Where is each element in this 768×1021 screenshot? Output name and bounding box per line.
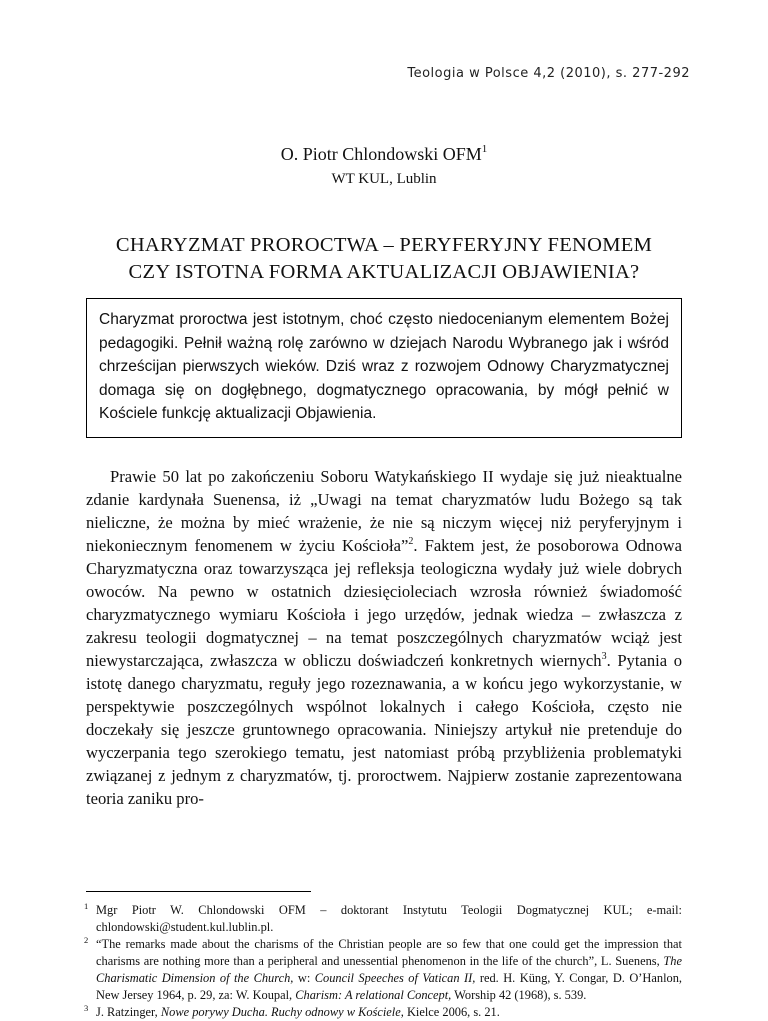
footnote-2: 2 “The remarks made about the charisms of the Christian people are so few that one could get the impression that charisms are nothing more than a peripheral and unessential phenomenon in the life of the church”, L. Suenens, The Charismatic Dimension of the Church, w: Council Speeches of Vatican II, red. H. Küng, Y. Congar, D. O’Hanlon, New Jersey 1964, p. 29, za: W. Koupal, Charism: A relational Concept, Worship 42 (1968), s. 539. [84, 935, 682, 1002]
title-line-1: CHARYZMAT PROROCTWA – PERYFERYJNY FENOMEM [115, 234, 653, 256]
article-title [0, 232, 768, 286]
running-head: Teologia w Polsce 4,2 (2010), s. 277-292 [407, 66, 690, 81]
abstract-box [86, 298, 682, 438]
footnote-3: 3 J. Ratzinger, Nowe porywy Ducha. Ruchy odnowy w Kościele, Kielce 2006, s. 21. [84, 1003, 500, 1019]
author-affiliation: WT KUL, Lublin [331, 171, 437, 187]
footnote-divider [86, 891, 311, 892]
footnote-ref-1[interactable]: 1 [481, 143, 488, 155]
footnote-ref-3[interactable]: 3 [601, 651, 607, 662]
footnote-ref-2[interactable]: 2 [408, 536, 414, 547]
footnotes [86, 902, 682, 1021]
abstract-text: Charyzmat proroctwa jest istotnym, choć często niedocenianym elementem Bożej pedagogiki. Pełnił ważną rolę zarówno w dziejach Narodu Wybranego jak i wśród chrześcijan pierwszych wieków. Dziś wraz z rozwojem Odnowy Charyzmatycznej domaga się on dogłębnego, dogmatycznego opracowania, by mógł pełnić w Kościele funkcję aktualizacji Objawienia. [99, 311, 669, 422]
author-name: O. Piotr Chlondowski OFM$^1$ [280, 143, 488, 164]
title-line-2: CZY ISTOTNA FORMA AKTUALIZACJI OBJAWIENIA? [128, 261, 640, 283]
footnote-1: 1 Mgr Piotr W. Chlondowski OFM – doktorant Instytutu Teologii Dogmatycznej KUL; e-mail: chlondowski@student.kul.lublin.pl. [84, 901, 682, 934]
body-paragraph: Prawie 50 lat po zakończeniu Soboru Watykańskiego II wydaje się już nieaktualne zdanie kardynała Suenensa, iż „Uwagi na temat charyzmatów ludu Bożego są tak nieliczne, że można by mieć wrażenie, że nie są niczym więcej niż peryferyjnym i niekoniecznym fenomenem w życiu Kościoła”$^2$. Faktem jest, że posoborowa Odnowa Charyzmatyczna oraz towarzysząca jej refleksja teologiczna wydały już wiele dobrych owoców. Na pewno w ostatnich dziesięcioleciach wzrosła również świadomość charyzmatycznego wymiaru Kościoła i jego urzędów, jednak wiedza – zwłaszcza z zakresu teologii dogmatycznej – na temat poszczególnych charyzmatów wciąż jest niewystarczająca, zwłaszcza w obliczu doświadczeń konkretnych wiernych$^3$. Pytania o istotę danego charyzmatu, reguły jego rozeznawania, a w końcu jego wykorzystanie, w perspektywie poszczególnych wspólnot lokalnych i całego Kościoła, często nie doczekały się jeszcze gruntownego opracowania. Niniejszy artykuł nie pretenduje do wyczerpania tego szerokiego tematu, jest natomiast próbą przybliżenia problematyki związanej z jednym z charyzmatów, tj. proroctwem. Najpierw zostanie zaprezentowana teoria zaniku pro- [86, 467, 682, 808]
